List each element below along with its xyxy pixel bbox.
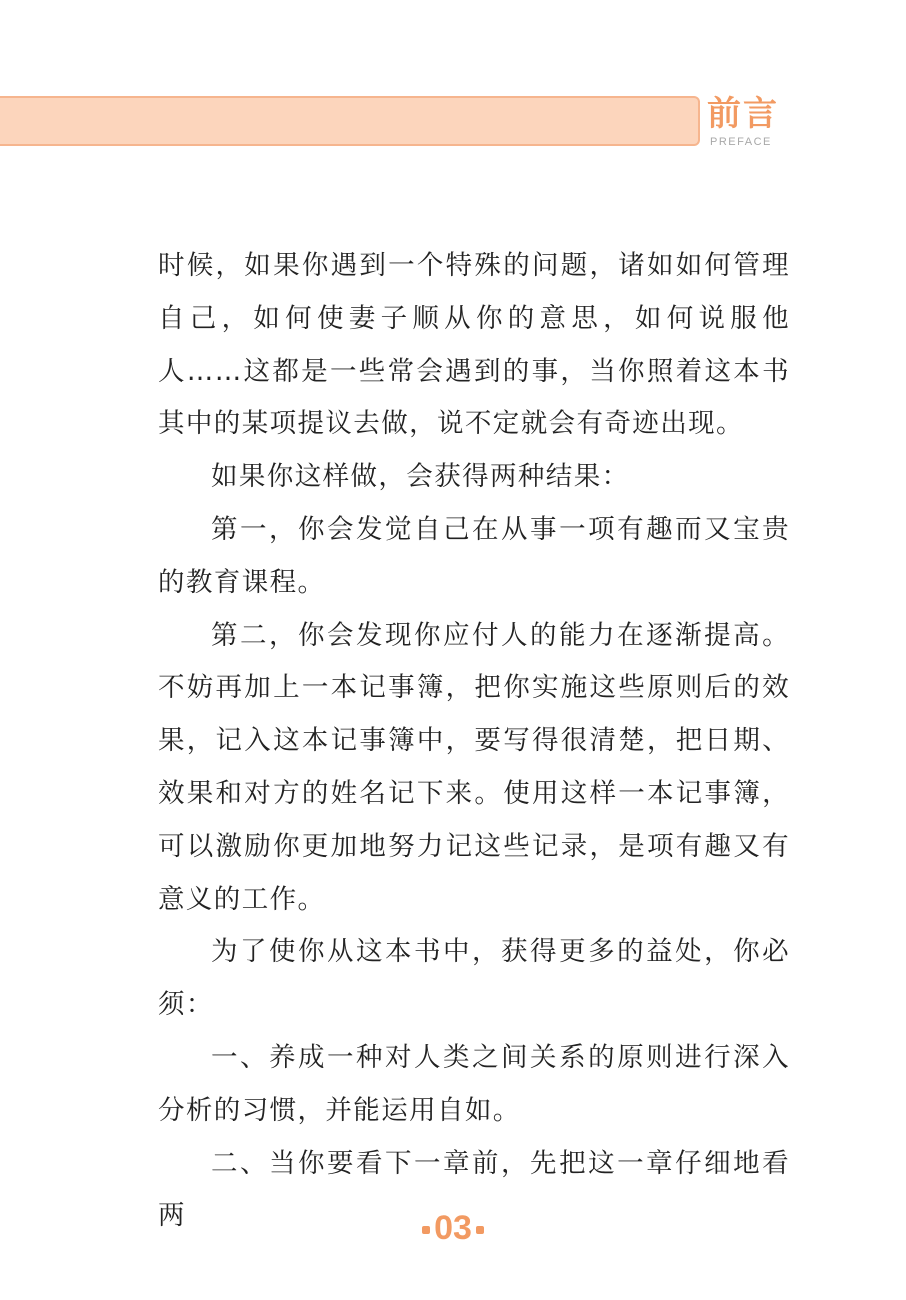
paragraph: 为了使你从这本书中，获得更多的益处，你必须： <box>158 936 790 1021</box>
page-number-dot-right <box>476 1226 484 1234</box>
header-band <box>0 96 700 146</box>
paragraph: 二、当你要看下一章前，先把这一章仔细地看两 <box>158 1147 790 1232</box>
page-number-value: 03 <box>434 1209 472 1247</box>
section-subtitle: PREFACE <box>710 136 772 148</box>
paragraph: 如果你这样做，会获得两种结果： <box>211 461 630 493</box>
page-number <box>0 1206 906 1250</box>
paragraph: 一、养成一种对人类之间关系的原则进行深入分析的习惯，并能运用自如。 <box>158 1041 790 1126</box>
paragraph: 第二，你会发现你应付人的能力在逐渐提高。不妨再加上一本记事簿，把你实施这些原则后的效果，记入这本记事簿中，要写得很清楚，把日期、效果和对方的姓名记下来。使用这样一本记事簿，可以激励你更加地努力记这些记录，是项有趣又有意义的工作。 <box>158 619 790 915</box>
page-number-dot-left <box>422 1226 430 1234</box>
paragraph: 第一，你会发觉自己在从事一项有趣而又宝贵的教育课程。 <box>158 513 790 598</box>
paragraph: 时候，如果你遇到一个特殊的问题，诸如如何管理自己，如何使妻子顺从你的意思，如何说服他人……这都是一些常会遇到的事，当你照着这本书其中的某项提议去做，说不定就会有奇迹出现。 <box>158 250 790 440</box>
section-title: 前言 <box>707 94 779 134</box>
body-text <box>158 240 790 1243</box>
